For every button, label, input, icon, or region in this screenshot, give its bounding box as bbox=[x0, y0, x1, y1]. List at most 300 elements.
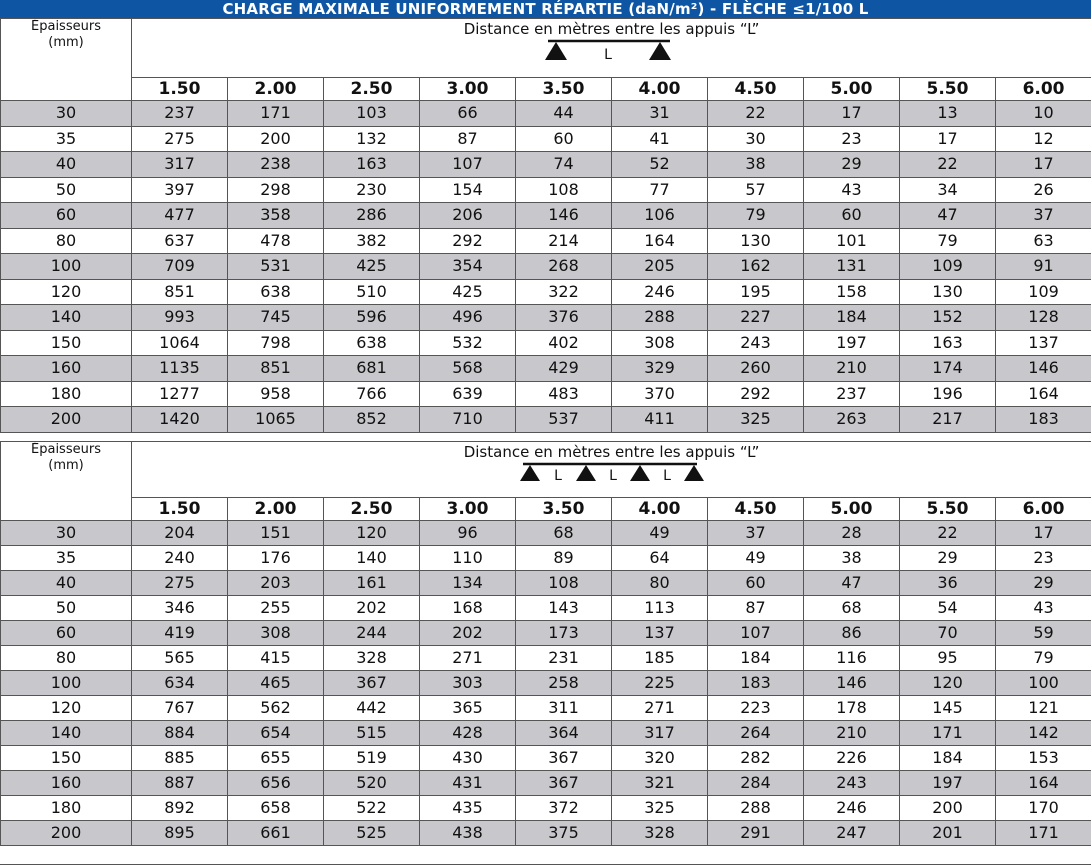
load-value-cell: 298 bbox=[228, 177, 324, 203]
thickness-cell: 60 bbox=[1, 203, 132, 229]
load-value-cell: 415 bbox=[228, 646, 324, 671]
load-value-cell: 137 bbox=[612, 621, 708, 646]
load-value-cell: 68 bbox=[516, 521, 612, 546]
load-value-cell: 17 bbox=[804, 101, 900, 127]
table-row bbox=[1, 152, 1091, 178]
load-value-cell: 109 bbox=[900, 254, 996, 280]
load-value-cell: 243 bbox=[804, 771, 900, 796]
load-value-cell: 887 bbox=[132, 771, 228, 796]
load-value-cell: 681 bbox=[324, 356, 420, 382]
load-value-cell: 108 bbox=[516, 571, 612, 596]
thickness-cell: 60 bbox=[1, 621, 132, 646]
load-value-cell: 87 bbox=[420, 126, 516, 152]
load-value-cell: 376 bbox=[516, 305, 612, 331]
load-value-cell: 637 bbox=[132, 228, 228, 254]
load-value-cell: 709 bbox=[132, 254, 228, 280]
load-value-cell: 23 bbox=[996, 546, 1091, 571]
load-value-cell: 108 bbox=[516, 177, 612, 203]
distance-header bbox=[132, 442, 1091, 498]
load-value-cell: 243 bbox=[708, 330, 804, 356]
span-header-5-00: 5.00 bbox=[804, 78, 900, 101]
load-value-cell: 465 bbox=[228, 671, 324, 696]
load-value-cell: 168 bbox=[420, 596, 516, 621]
load-value-cell: 210 bbox=[804, 356, 900, 382]
load-value-cell: 164 bbox=[612, 228, 708, 254]
load-value-cell: 291 bbox=[708, 821, 804, 846]
thickness-cell: 80 bbox=[1, 228, 132, 254]
load-value-cell: 428 bbox=[420, 721, 516, 746]
load-value-cell: 54 bbox=[900, 596, 996, 621]
load-value-cell: 397 bbox=[132, 177, 228, 203]
load-value-cell: 292 bbox=[420, 228, 516, 254]
load-value-cell: 49 bbox=[708, 546, 804, 571]
load-value-cell: 656 bbox=[228, 771, 324, 796]
thickness-header-label: Épaisseurs bbox=[31, 19, 101, 34]
load-value-cell: 1064 bbox=[132, 330, 228, 356]
distance-label: Distance en mètres entre les appuis “L” bbox=[463, 443, 760, 461]
thickness-cell: 80 bbox=[1, 646, 132, 671]
load-value-cell: 203 bbox=[228, 571, 324, 596]
load-value-cell: 30 bbox=[708, 126, 804, 152]
load-value-cell: 260 bbox=[708, 356, 804, 382]
load-value-cell: 201 bbox=[900, 821, 996, 846]
load-value-cell: 12 bbox=[996, 126, 1091, 152]
load-value-cell: 31 bbox=[612, 101, 708, 127]
load-value-cell: 496 bbox=[420, 305, 516, 331]
load-value-cell: 79 bbox=[708, 203, 804, 229]
load-value-cell: 231 bbox=[516, 646, 612, 671]
table-row bbox=[1, 571, 1091, 596]
load-value-cell: 130 bbox=[900, 279, 996, 305]
load-value-cell: 237 bbox=[804, 381, 900, 407]
load-value-cell: 29 bbox=[900, 546, 996, 571]
load-value-cell: 200 bbox=[900, 796, 996, 821]
load-value-cell: 425 bbox=[420, 279, 516, 305]
span-header-6-00: 6.00 bbox=[996, 78, 1091, 101]
load-value-cell: 22 bbox=[900, 521, 996, 546]
load-value-cell: 275 bbox=[132, 126, 228, 152]
load-table-single-span bbox=[0, 18, 1091, 433]
load-value-cell: 430 bbox=[420, 746, 516, 771]
load-value-cell: 64 bbox=[612, 546, 708, 571]
load-value-cell: 263 bbox=[804, 407, 900, 433]
load-value-cell: 26 bbox=[996, 177, 1091, 203]
span-header-2-50: 2.50 bbox=[324, 78, 420, 101]
load-value-cell: 57 bbox=[708, 177, 804, 203]
load-value-cell: 171 bbox=[228, 101, 324, 127]
thickness-header-unit: (mm) bbox=[48, 35, 84, 50]
load-value-cell: 17 bbox=[996, 521, 1091, 546]
load-value-cell: 120 bbox=[900, 671, 996, 696]
table-row bbox=[1, 356, 1091, 382]
load-value-cell: 271 bbox=[612, 696, 708, 721]
load-value-cell: 661 bbox=[228, 821, 324, 846]
load-value-cell: 110 bbox=[420, 546, 516, 571]
load-value-cell: 1420 bbox=[132, 407, 228, 433]
load-value-cell: 59 bbox=[996, 621, 1091, 646]
thickness-header-unit: (mm) bbox=[48, 458, 84, 473]
span-header-5-50: 5.50 bbox=[900, 498, 996, 521]
load-value-cell: 100 bbox=[996, 671, 1091, 696]
load-value-cell: 993 bbox=[132, 305, 228, 331]
load-value-cell: 89 bbox=[516, 546, 612, 571]
load-value-cell: 38 bbox=[708, 152, 804, 178]
load-value-cell: 885 bbox=[132, 746, 228, 771]
span-header-1-50: 1.50 bbox=[132, 498, 228, 521]
thickness-header-label: Épaisseurs bbox=[31, 442, 101, 457]
load-value-cell: 240 bbox=[132, 546, 228, 571]
load-value-cell: 244 bbox=[324, 621, 420, 646]
load-value-cell: 288 bbox=[612, 305, 708, 331]
load-value-cell: 247 bbox=[804, 821, 900, 846]
load-value-cell: 328 bbox=[612, 821, 708, 846]
load-value-cell: 184 bbox=[804, 305, 900, 331]
load-value-cell: 196 bbox=[900, 381, 996, 407]
load-value-cell: 107 bbox=[420, 152, 516, 178]
load-value-cell: 204 bbox=[132, 521, 228, 546]
span-header-5-00: 5.00 bbox=[804, 498, 900, 521]
load-value-cell: 184 bbox=[708, 646, 804, 671]
load-value-cell: 37 bbox=[708, 521, 804, 546]
load-value-cell: 367 bbox=[324, 671, 420, 696]
load-value-cell: 63 bbox=[996, 228, 1091, 254]
load-value-cell: 1065 bbox=[228, 407, 324, 433]
span-letter: L bbox=[553, 468, 562, 483]
load-value-cell: 161 bbox=[324, 571, 420, 596]
load-value-cell: 284 bbox=[708, 771, 804, 796]
load-value-cell: 329 bbox=[612, 356, 708, 382]
load-value-cell: 158 bbox=[804, 279, 900, 305]
thickness-header bbox=[1, 19, 132, 101]
table-row bbox=[1, 796, 1091, 821]
load-value-cell: 173 bbox=[516, 621, 612, 646]
load-value-cell: 317 bbox=[132, 152, 228, 178]
span-header-4-00: 4.00 bbox=[612, 78, 708, 101]
table-row bbox=[1, 381, 1091, 407]
load-value-cell: 197 bbox=[804, 330, 900, 356]
load-value-cell: 286 bbox=[324, 203, 420, 229]
load-value-cell: 367 bbox=[516, 771, 612, 796]
thickness-cell: 100 bbox=[1, 671, 132, 696]
span-header-2-50: 2.50 bbox=[324, 498, 420, 521]
bottom-border bbox=[0, 864, 1091, 865]
load-value-cell: 317 bbox=[612, 721, 708, 746]
thickness-cell: 150 bbox=[1, 330, 132, 356]
load-value-cell: 205 bbox=[612, 254, 708, 280]
load-value-cell: 766 bbox=[324, 381, 420, 407]
load-value-cell: 121 bbox=[996, 696, 1091, 721]
load-value-cell: 23 bbox=[804, 126, 900, 152]
load-value-cell: 197 bbox=[900, 771, 996, 796]
load-value-cell: 107 bbox=[708, 621, 804, 646]
load-value-cell: 382 bbox=[324, 228, 420, 254]
span-header-1-50: 1.50 bbox=[132, 78, 228, 101]
load-value-cell: 22 bbox=[900, 152, 996, 178]
load-value-cell: 237 bbox=[132, 101, 228, 127]
thickness-cell: 140 bbox=[1, 721, 132, 746]
load-value-cell: 200 bbox=[228, 126, 324, 152]
span-letter: L bbox=[603, 47, 612, 62]
load-value-cell: 178 bbox=[804, 696, 900, 721]
table-title: CHARGE MAXIMALE UNIFORMEMENT RÉPARTIE (daN/m²) - FLÈCHE ≤1/100 L bbox=[0, 0, 1091, 18]
load-value-cell: 202 bbox=[420, 621, 516, 646]
load-value-cell: 515 bbox=[324, 721, 420, 746]
load-value-cell: 41 bbox=[612, 126, 708, 152]
load-value-cell: 519 bbox=[324, 746, 420, 771]
load-value-cell: 375 bbox=[516, 821, 612, 846]
table-row bbox=[1, 721, 1091, 746]
load-value-cell: 639 bbox=[420, 381, 516, 407]
load-value-cell: 171 bbox=[996, 821, 1091, 846]
load-value-cell: 162 bbox=[708, 254, 804, 280]
load-value-cell: 174 bbox=[900, 356, 996, 382]
load-value-cell: 130 bbox=[708, 228, 804, 254]
load-value-cell: 49 bbox=[612, 521, 708, 546]
load-value-cell: 638 bbox=[228, 279, 324, 305]
load-value-cell: 522 bbox=[324, 796, 420, 821]
load-value-cell: 145 bbox=[900, 696, 996, 721]
load-value-cell: 146 bbox=[996, 356, 1091, 382]
load-value-cell: 109 bbox=[996, 279, 1091, 305]
load-value-cell: 79 bbox=[900, 228, 996, 254]
load-value-cell: 137 bbox=[996, 330, 1091, 356]
table-row bbox=[1, 621, 1091, 646]
load-value-cell: 153 bbox=[996, 746, 1091, 771]
load-value-cell: 892 bbox=[132, 796, 228, 821]
load-value-cell: 13 bbox=[900, 101, 996, 127]
load-value-cell: 164 bbox=[996, 381, 1091, 407]
distance-label: Distance en mètres entre les appuis “L” bbox=[463, 20, 760, 38]
load-value-cell: 152 bbox=[900, 305, 996, 331]
load-value-cell: 562 bbox=[228, 696, 324, 721]
load-value-cell: 142 bbox=[996, 721, 1091, 746]
load-value-cell: 87 bbox=[708, 596, 804, 621]
table-row bbox=[1, 101, 1091, 127]
load-value-cell: 29 bbox=[804, 152, 900, 178]
load-value-cell: 10 bbox=[996, 101, 1091, 127]
load-value-cell: 596 bbox=[324, 305, 420, 331]
table-row bbox=[1, 546, 1091, 571]
load-value-cell: 195 bbox=[708, 279, 804, 305]
load-value-cell: 958 bbox=[228, 381, 324, 407]
load-value-cell: 47 bbox=[804, 571, 900, 596]
load-value-cell: 478 bbox=[228, 228, 324, 254]
span-header-3-50: 3.50 bbox=[516, 78, 612, 101]
load-value-cell: 171 bbox=[900, 721, 996, 746]
span-header-2-00: 2.00 bbox=[228, 498, 324, 521]
span-header-6-00: 6.00 bbox=[996, 498, 1091, 521]
load-value-cell: 210 bbox=[804, 721, 900, 746]
distance-header bbox=[132, 19, 1091, 78]
table-row bbox=[1, 671, 1091, 696]
span-header-3-00: 3.00 bbox=[420, 78, 516, 101]
load-value-cell: 402 bbox=[516, 330, 612, 356]
load-value-cell: 325 bbox=[612, 796, 708, 821]
load-value-cell: 325 bbox=[708, 407, 804, 433]
load-value-cell: 183 bbox=[708, 671, 804, 696]
table-row bbox=[1, 696, 1091, 721]
load-value-cell: 217 bbox=[900, 407, 996, 433]
load-value-cell: 206 bbox=[420, 203, 516, 229]
load-value-cell: 798 bbox=[228, 330, 324, 356]
load-value-cell: 282 bbox=[708, 746, 804, 771]
load-value-cell: 435 bbox=[420, 796, 516, 821]
load-value-cell: 238 bbox=[228, 152, 324, 178]
load-value-cell: 164 bbox=[996, 771, 1091, 796]
table-row bbox=[1, 746, 1091, 771]
load-value-cell: 288 bbox=[708, 796, 804, 821]
load-value-cell: 128 bbox=[996, 305, 1091, 331]
load-value-cell: 28 bbox=[804, 521, 900, 546]
load-value-cell: 151 bbox=[228, 521, 324, 546]
load-value-cell: 43 bbox=[996, 596, 1091, 621]
span-header-4-00: 4.00 bbox=[612, 498, 708, 521]
load-value-cell: 116 bbox=[804, 646, 900, 671]
load-value-cell: 225 bbox=[612, 671, 708, 696]
load-value-cell: 22 bbox=[708, 101, 804, 127]
span-header-4-50: 4.50 bbox=[708, 78, 804, 101]
load-value-cell: 132 bbox=[324, 126, 420, 152]
load-value-cell: 255 bbox=[228, 596, 324, 621]
load-value-cell: 131 bbox=[804, 254, 900, 280]
load-value-cell: 411 bbox=[612, 407, 708, 433]
load-value-cell: 183 bbox=[996, 407, 1091, 433]
thickness-cell: 160 bbox=[1, 356, 132, 382]
load-value-cell: 230 bbox=[324, 177, 420, 203]
load-value-cell: 425 bbox=[324, 254, 420, 280]
thickness-cell: 200 bbox=[1, 821, 132, 846]
load-value-cell: 365 bbox=[420, 696, 516, 721]
load-value-cell: 77 bbox=[612, 177, 708, 203]
load-value-cell: 214 bbox=[516, 228, 612, 254]
load-value-cell: 364 bbox=[516, 721, 612, 746]
load-value-cell: 44 bbox=[516, 101, 612, 127]
thickness-cell: 40 bbox=[1, 152, 132, 178]
load-value-cell: 52 bbox=[612, 152, 708, 178]
load-value-cell: 17 bbox=[996, 152, 1091, 178]
load-value-cell: 268 bbox=[516, 254, 612, 280]
load-value-cell: 851 bbox=[132, 279, 228, 305]
load-value-cell: 354 bbox=[420, 254, 516, 280]
load-value-cell: 95 bbox=[900, 646, 996, 671]
load-value-cell: 140 bbox=[324, 546, 420, 571]
load-table-multi-span bbox=[0, 441, 1091, 846]
span-header-2-00: 2.00 bbox=[228, 78, 324, 101]
load-value-cell: 328 bbox=[324, 646, 420, 671]
load-value-cell: 292 bbox=[708, 381, 804, 407]
load-value-cell: 163 bbox=[324, 152, 420, 178]
load-value-cell: 438 bbox=[420, 821, 516, 846]
load-value-cell: 321 bbox=[612, 771, 708, 796]
load-value-cell: 1277 bbox=[132, 381, 228, 407]
table-row bbox=[1, 203, 1091, 229]
table-row bbox=[1, 330, 1091, 356]
load-value-cell: 710 bbox=[420, 407, 516, 433]
load-value-cell: 520 bbox=[324, 771, 420, 796]
load-value-cell: 654 bbox=[228, 721, 324, 746]
load-value-cell: 655 bbox=[228, 746, 324, 771]
span-header-5-50: 5.50 bbox=[900, 78, 996, 101]
single-span-diagram-icon bbox=[542, 38, 682, 62]
load-value-cell: 322 bbox=[516, 279, 612, 305]
load-value-cell: 86 bbox=[804, 621, 900, 646]
load-value-cell: 223 bbox=[708, 696, 804, 721]
table-row bbox=[1, 771, 1091, 796]
load-value-cell: 1135 bbox=[132, 356, 228, 382]
load-value-cell: 47 bbox=[900, 203, 996, 229]
load-value-cell: 29 bbox=[996, 571, 1091, 596]
load-value-cell: 246 bbox=[612, 279, 708, 305]
load-value-cell: 525 bbox=[324, 821, 420, 846]
load-value-cell: 143 bbox=[516, 596, 612, 621]
load-value-cell: 91 bbox=[996, 254, 1091, 280]
span-header-4-50: 4.50 bbox=[708, 498, 804, 521]
load-value-cell: 429 bbox=[516, 356, 612, 382]
load-value-cell: 658 bbox=[228, 796, 324, 821]
load-value-cell: 43 bbox=[804, 177, 900, 203]
thickness-header bbox=[1, 442, 132, 521]
load-value-cell: 34 bbox=[900, 177, 996, 203]
span-header-3-50: 3.50 bbox=[516, 498, 612, 521]
load-value-cell: 113 bbox=[612, 596, 708, 621]
load-value-cell: 106 bbox=[612, 203, 708, 229]
load-value-cell: 264 bbox=[708, 721, 804, 746]
load-value-cell: 634 bbox=[132, 671, 228, 696]
load-value-cell: 170 bbox=[996, 796, 1091, 821]
thickness-cell: 50 bbox=[1, 177, 132, 203]
load-value-cell: 101 bbox=[804, 228, 900, 254]
load-value-cell: 226 bbox=[804, 746, 900, 771]
load-value-cell: 163 bbox=[900, 330, 996, 356]
load-value-cell: 638 bbox=[324, 330, 420, 356]
load-value-cell: 37 bbox=[996, 203, 1091, 229]
load-value-cell: 96 bbox=[420, 521, 516, 546]
load-value-cell: 537 bbox=[516, 407, 612, 433]
table-row bbox=[1, 177, 1091, 203]
load-value-cell: 66 bbox=[420, 101, 516, 127]
load-value-cell: 176 bbox=[228, 546, 324, 571]
load-value-cell: 185 bbox=[612, 646, 708, 671]
load-value-cell: 227 bbox=[708, 305, 804, 331]
table-row bbox=[1, 228, 1091, 254]
thickness-cell: 140 bbox=[1, 305, 132, 331]
load-value-cell: 202 bbox=[324, 596, 420, 621]
load-value-cell: 346 bbox=[132, 596, 228, 621]
load-value-cell: 767 bbox=[132, 696, 228, 721]
thickness-cell: 50 bbox=[1, 596, 132, 621]
thickness-cell: 30 bbox=[1, 521, 132, 546]
load-value-cell: 36 bbox=[900, 571, 996, 596]
load-value-cell: 367 bbox=[516, 746, 612, 771]
thickness-cell: 160 bbox=[1, 771, 132, 796]
load-value-cell: 419 bbox=[132, 621, 228, 646]
load-value-cell: 146 bbox=[804, 671, 900, 696]
load-value-cell: 68 bbox=[804, 596, 900, 621]
thickness-cell: 35 bbox=[1, 126, 132, 152]
load-value-cell: 80 bbox=[612, 571, 708, 596]
load-value-cell: 258 bbox=[516, 671, 612, 696]
thickness-cell: 40 bbox=[1, 571, 132, 596]
load-value-cell: 60 bbox=[516, 126, 612, 152]
load-value-cell: 120 bbox=[324, 521, 420, 546]
load-value-cell: 532 bbox=[420, 330, 516, 356]
table-row bbox=[1, 126, 1091, 152]
load-value-cell: 60 bbox=[804, 203, 900, 229]
thickness-cell: 120 bbox=[1, 696, 132, 721]
load-value-cell: 852 bbox=[324, 407, 420, 433]
load-value-cell: 154 bbox=[420, 177, 516, 203]
thickness-cell: 150 bbox=[1, 746, 132, 771]
